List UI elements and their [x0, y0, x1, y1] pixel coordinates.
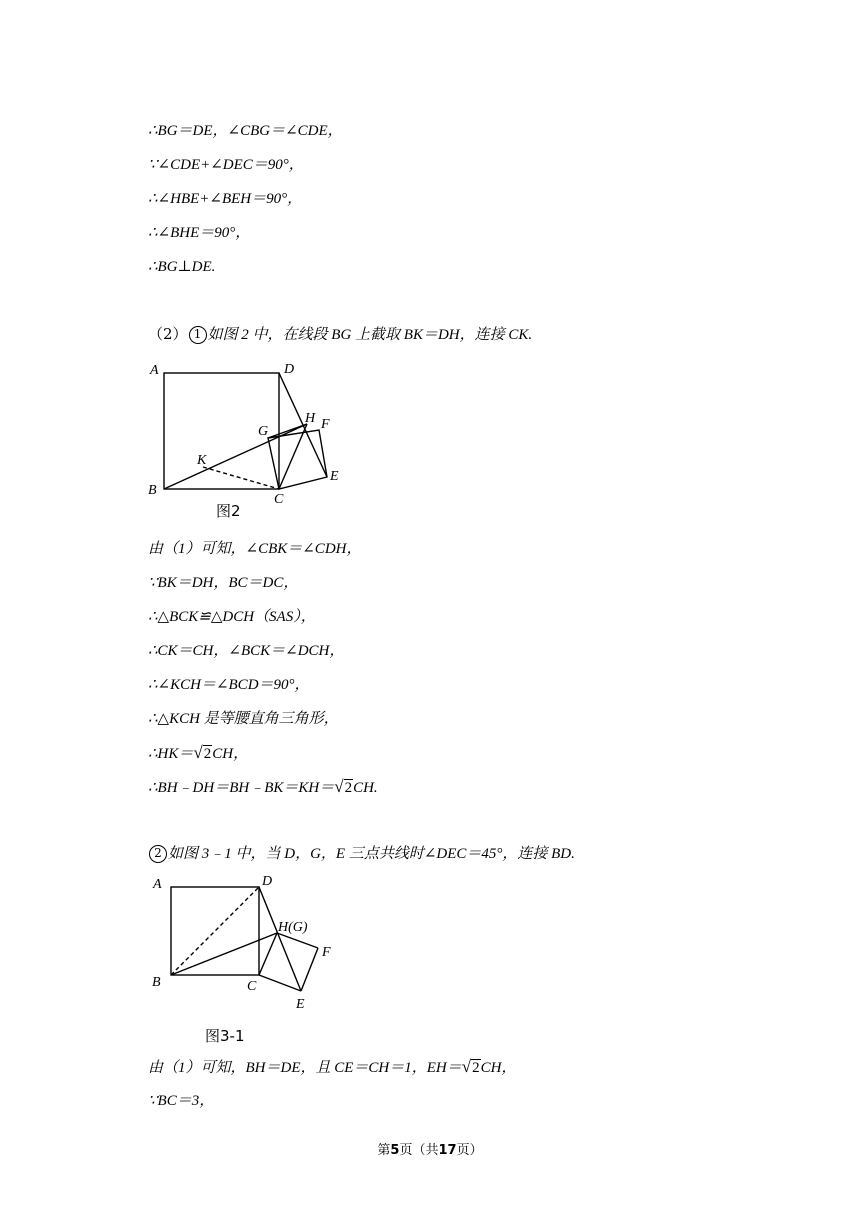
segment-fe — [301, 948, 318, 991]
proof-line — [148, 1057, 516, 1078]
proof-line — [148, 743, 248, 764]
part-2-heading — [148, 324, 532, 345]
part-2-sub-heading — [148, 843, 575, 864]
page-number: 5 — [390, 1143, 400, 1158]
text-part: CH. — [353, 780, 378, 796]
proof-line: ∴∠KCH＝∠BCD＝90°， — [148, 677, 310, 693]
part-number: （2） — [148, 325, 188, 343]
label-k: K — [197, 453, 207, 468]
proof-line: ∴BG⊥DE. — [148, 259, 216, 275]
figure-2-caption: 图2 — [216, 502, 241, 520]
part-text: 如图 3﹣1 中，当 D，G，E 三点共线时∠DEC＝45°，连接 BD. — [168, 846, 575, 862]
segment-ce — [259, 975, 301, 991]
label-c: C — [274, 492, 284, 507]
label-b: B — [152, 975, 161, 990]
label-c: C — [247, 979, 257, 994]
sqrt-two: √2 — [193, 743, 212, 762]
figure-3-1-caption: 图3-1 — [205, 1027, 245, 1045]
proof-line: ∴∠HBE+∠BEH＝90°， — [148, 191, 303, 207]
label-e: E — [330, 469, 339, 484]
proof-line: ∴△KCH 是等腰直角三角形， — [148, 711, 339, 727]
label-f: F — [321, 417, 330, 432]
label-b: B — [148, 483, 157, 498]
text-part: CH， — [480, 1060, 517, 1076]
proof-line: ∵∠CDE+∠DEC＝90°， — [148, 157, 304, 173]
segment-bd — [171, 887, 259, 975]
label-hg: H(G) — [278, 920, 308, 935]
proof-line: ∴CK＝CH，∠BCK＝∠DCH， — [148, 643, 345, 659]
label-g: G — [258, 424, 269, 439]
proof-line — [148, 777, 378, 798]
sqrt-two: √2 — [461, 1057, 480, 1076]
total-pages: 17 — [438, 1143, 457, 1158]
proof-line: ∴∠BHE＝90°， — [148, 225, 251, 241]
text-part: ∴BH﹣DH＝BH﹣BK＝KH＝ — [148, 780, 335, 796]
proof-line: ∵BK＝DH，BC＝DC， — [148, 575, 299, 591]
proof-line: 由（1）可知，∠CBK＝∠CDH， — [148, 541, 362, 557]
label-h: H — [305, 411, 316, 426]
figure-3-1 — [140, 868, 360, 1018]
proof-line: ∴△BCK≌△DCH（SAS）， — [148, 609, 316, 625]
text-part: CH， — [212, 746, 249, 762]
circled-number: 1 — [189, 326, 207, 344]
figure-2 — [140, 355, 360, 525]
proof-line: ∵BC＝3， — [148, 1093, 215, 1109]
square-cgfe — [268, 430, 327, 489]
part-text: 如图 2 中，在线段 BG 上截取 BK＝DH，连接 CK. — [207, 327, 533, 343]
label-f: F — [322, 945, 331, 960]
text-part: ∴HK＝ — [148, 746, 194, 762]
label-d: D — [284, 362, 295, 377]
circled-number: 2 — [149, 845, 167, 863]
segment-ck — [203, 467, 279, 489]
label-a: A — [153, 877, 162, 892]
sqrt-two: √2 — [334, 777, 353, 796]
label-d: D — [262, 874, 273, 889]
label-a: A — [150, 363, 159, 378]
text-part: 由（1）可知，BH＝DE，且 CE＝CH＝1，EH＝ — [148, 1060, 462, 1076]
page-footer: 第5页（共17页） — [377, 1143, 483, 1158]
label-e: E — [296, 997, 305, 1012]
proof-line: ∴BG＝DE，∠CBG＝∠CDE， — [148, 123, 343, 139]
segment-bh — [164, 424, 307, 489]
